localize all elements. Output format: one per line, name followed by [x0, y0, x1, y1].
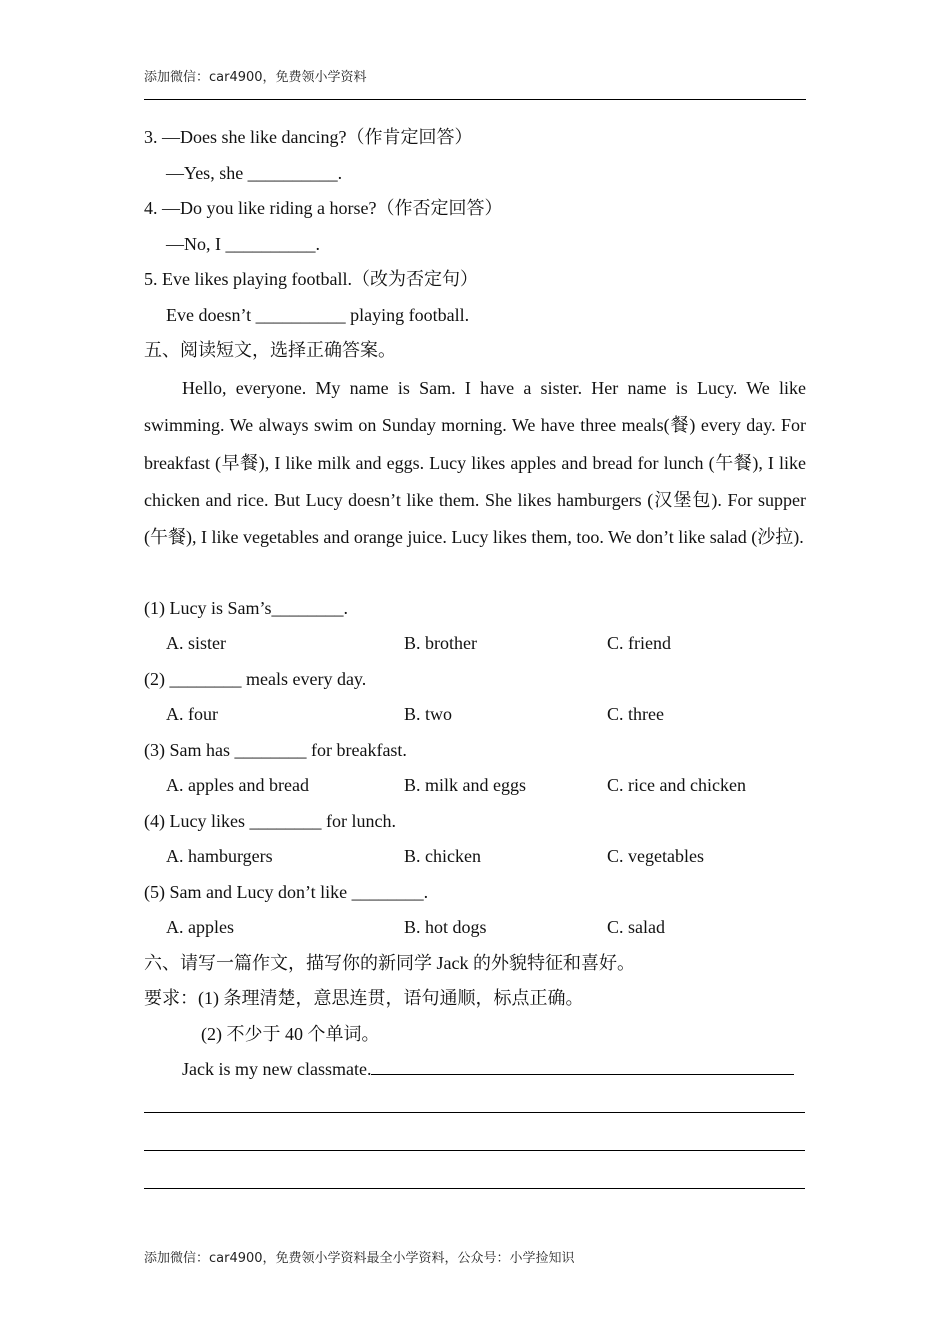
reading-question-4: (4) Lucy likes ________ for lunch.	[144, 811, 396, 831]
essay-writing-line-2[interactable]	[144, 1150, 805, 1151]
section-5-heading: 五、阅读短文，选择正确答案。	[144, 340, 396, 360]
q2-option-c: C. three	[607, 704, 664, 724]
reading-passage: Hello, everyone. My name is Sam. I have a sister. Her name is Lucy. We like swimming. We always swim on Sunday morning. We have three meals(餐) every day. For breakfast (早餐), I like milk and eggs. Lucy likes apples and bread for lunch (午餐), I like chicken and rice. But Lucy doesn’t like them. She likes hamburgers (汉堡包). For supper (午餐), I like vegetables and orange juice. Lucy likes them, too. We don’t like salad (沙拉).	[144, 378, 806, 548]
question-4: 4. —Do you like riding a horse?（作否定回答）	[144, 198, 503, 218]
reading-question-3: (3) Sam has ________ for breakfast.	[144, 740, 407, 760]
q4-option-a: A. hamburgers	[166, 846, 273, 866]
q5-option-b: B. hot dogs	[404, 917, 487, 937]
section-6-heading: 六、请写一篇作文，描写你的新同学 Jack 的外貌特征和喜好。	[144, 953, 635, 973]
q2-option-a: A. four	[166, 704, 218, 724]
q1-option-b: B. brother	[404, 633, 477, 653]
page-footer: 添加微信：car4900，免费领小学资料最全小学资料，公众号：小学捡知识	[144, 1251, 575, 1266]
question-3-answer: —Yes, she __________.	[166, 163, 343, 183]
essay-writing-line-1[interactable]	[144, 1112, 805, 1113]
reading-question-5: (5) Sam and Lucy don’t like ________.	[144, 882, 429, 902]
q4-option-c: C. vegetables	[607, 846, 704, 866]
q1-option-c: C. friend	[607, 633, 671, 653]
q3-option-a: A. apples and bread	[166, 775, 309, 795]
essay-writing-line-3[interactable]	[144, 1188, 805, 1189]
question-5: 5. Eve likes playing football.（改为否定句）	[144, 269, 478, 289]
q4-option-b: B. chicken	[404, 846, 481, 866]
q5-option-a: A. apples	[166, 917, 234, 937]
requirement-2: (2) 不少于 40 个单词。	[201, 1024, 380, 1044]
question-3: 3. —Does she like dancing?（作肯定回答）	[144, 127, 473, 147]
reading-question-1: (1) Lucy is Sam’s________.	[144, 598, 348, 618]
question-4-answer: —No, I __________.	[166, 234, 320, 254]
essay-starter	[182, 1058, 794, 1080]
q1-option-a: A. sister	[166, 633, 226, 653]
question-5-answer: Eve doesn’t __________ playing football.	[166, 305, 470, 325]
q2-option-b: B. two	[404, 704, 453, 724]
q3-option-c: C. rice and chicken	[607, 775, 746, 795]
page-header: 添加微信：car4900，免费领小学资料	[144, 70, 367, 85]
q5-option-c: C. salad	[607, 917, 665, 937]
essay-starter-text: Jack is my new classmate.	[182, 1059, 372, 1079]
reading-question-2: (2) ________ meals every day.	[144, 669, 367, 689]
header-divider	[144, 99, 806, 100]
q3-option-b: B. milk and eggs	[404, 775, 526, 795]
requirement-1: 要求：(1) 条理清楚，意思连贯，语句通顺，标点正确。	[144, 988, 584, 1008]
essay-blank-first[interactable]	[371, 1058, 794, 1075]
